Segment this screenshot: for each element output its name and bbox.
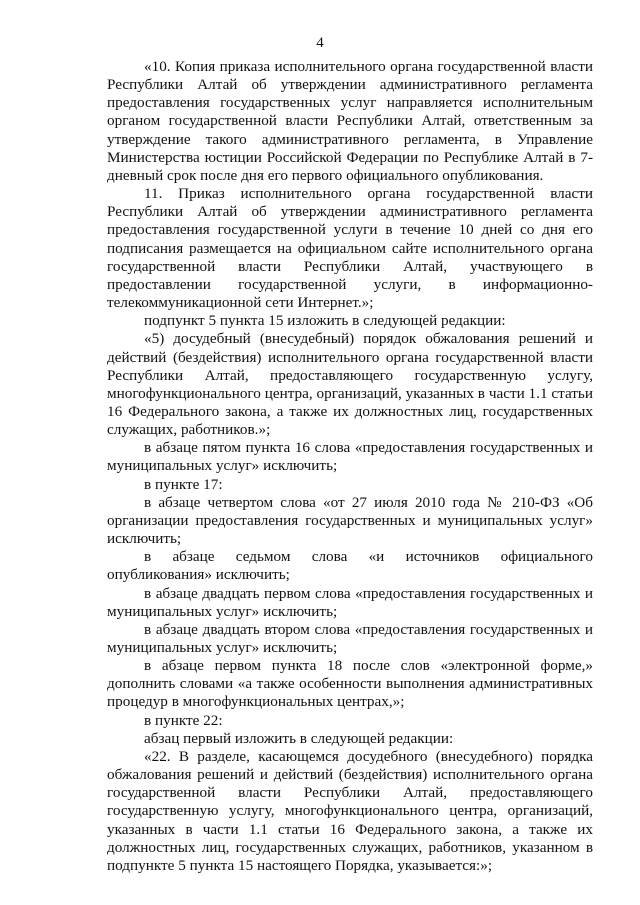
- paragraph-point-17-intro: в пункте 17:: [144, 475, 223, 493]
- paragraph-11-order-publication: 11. Приказ исполнительного органа государственной власти Республики Алтай об утверждении административного регламента предоставления государственной услуги в течение 10 дней со дня его подписания размещается на официальном сайте исполнительного органа государственной власти Республики Алтай, участвующего в предоставлении государственной услуги, в информационно-телекоммуникационной сети Интернет.»;: [107, 185, 593, 312]
- document-body: [107, 58, 593, 875]
- paragraph-10-copy-order: «10. Копия приказа исполнительного органа государственной власти Республики Алтай об утверждении административного регламента предоставления государственных услуг направляется исполнительным органом государственной власти Республики Алтай, ответственным за утверждение такого административного регламента, в Управление Министерства юстиции Российской Федерации по Республике Алтай в 7-дневный срок после дня его первого официального опубликования.: [107, 58, 593, 184]
- page-number: 4: [316, 35, 324, 51]
- paragraph-subpoint-5-intro: подпункт 5 пункта 15 изложить в следующей редакции:: [144, 312, 506, 330]
- paragraph-subpoint-5-text: «5) досудебный (внесудебный) порядок обжалования решений и действий (бездействия) исполнительного органа государственной власти Республики Алтай, предоставляющего государственную услугу, многофункционального центра, организаций, указанных в части 1.1 статьи 16 Федерального закона, а также их должностных лиц, государственных служащих, работников.»;: [107, 330, 593, 439]
- paragraph-point-16-amendment: в абзаце пятом пункта 16 слова «предоставления государственных и муниципальных услуг» исключить;: [107, 439, 593, 475]
- paragraph-point-17-fourth: в абзаце четвертом слова «от 27 июля 2010 года № 210-ФЗ «Об организации предоставления государственных и муниципальных услуг» исключить;: [107, 493, 593, 548]
- paragraph-point-22-first-abz: абзац первый изложить в следующей редакции:: [144, 729, 454, 747]
- paragraph-point-22-text: «22. В разделе, касающемся досудебного (внесудебного) порядка обжалования решений и действий (бездействия) исполнительного органа государственной власти Республики Алтай, предоставляющего государственную услугу, многофункционального центра, организаций, указанных в части 1.1 статьи 16 Федерального закона, а также их должностных лиц, государственных служащих, работников, указанном в подпункте 5 пункта 15 настоящего Порядка, указывается:»;: [107, 747, 593, 874]
- paragraph-point-17-twenty-first: в абзаце двадцать первом слова «предоставления государственных и муниципальных услуг» исключить;: [107, 584, 593, 620]
- paragraph-point-22-intro: в пункте 22:: [144, 711, 223, 729]
- paragraph-point-17-twenty-second: в абзаце двадцать втором слова «предоставления государственных и муниципальных услуг» исключить;: [107, 620, 593, 656]
- paragraph-point-17-seventh: в абзаце седьмом слова «и источников официального опубликования» исключить;: [107, 548, 593, 584]
- paragraph-point-18-amendment: в абзаце первом пункта 18 после слов «электронной форме,» дополнить словами «а также особенности выполнения административных процедур в многофункциональных центрах,»;: [107, 657, 593, 711]
